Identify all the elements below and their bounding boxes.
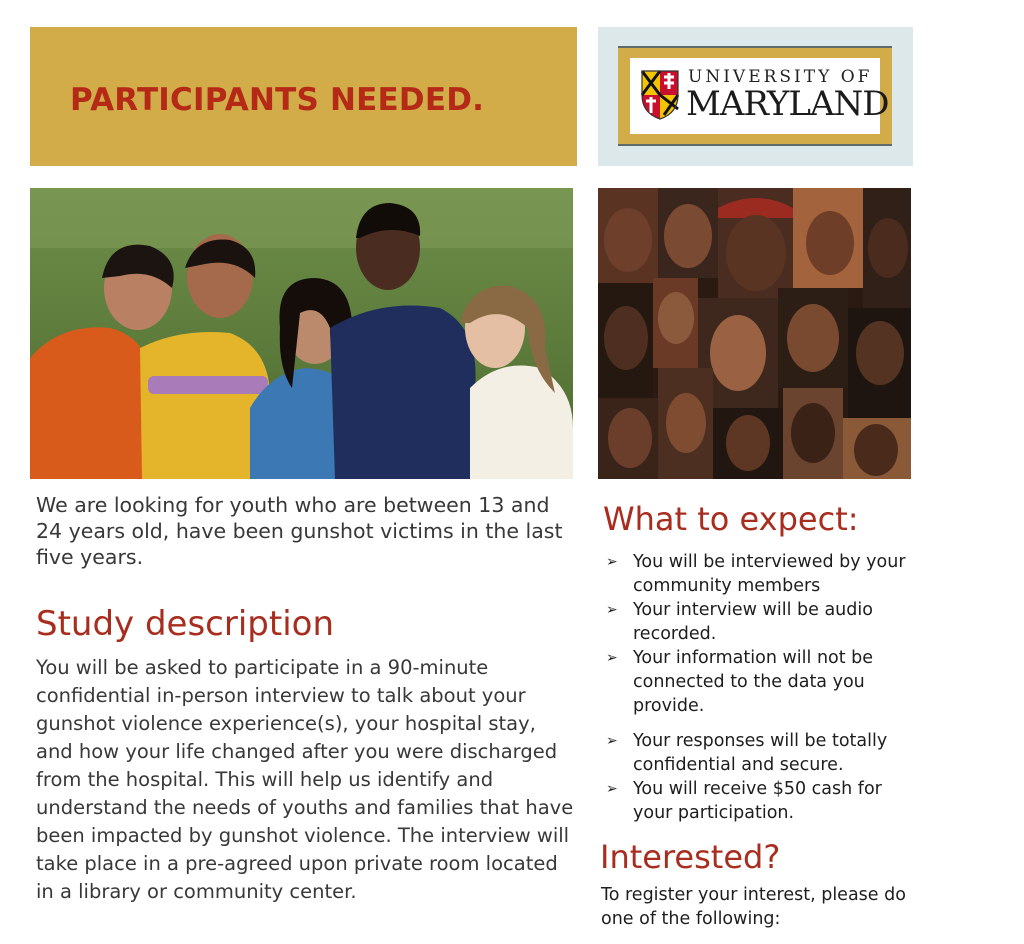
- title-banner: [30, 27, 577, 166]
- interested-heading: Interested?: [600, 838, 781, 876]
- logo-panel: [598, 27, 913, 166]
- faces-collage-photo: [598, 188, 911, 479]
- arrow-bullet-icon: ➢: [606, 781, 618, 797]
- maryland-seal-icon: [638, 69, 682, 121]
- intro-text: We are looking for youth who are between 13 and 24 years old, have been gunshot victims in the last five years.: [36, 493, 563, 569]
- expect-list: [606, 550, 926, 825]
- university-logo: [618, 46, 892, 146]
- expect-item: ➢ You will be interviewed by your community members: [606, 552, 906, 596]
- register-text: To register your interest, please do one of the following:: [601, 885, 906, 929]
- logo-university-of: UNIVERSITY OF: [688, 67, 873, 87]
- arrow-bullet-icon: ➢: [606, 602, 618, 618]
- expect-item: ➢ Your responses will be totally confidential and secure.: [606, 731, 888, 775]
- what-to-expect-heading: What to expect:: [603, 500, 859, 538]
- logo-maryland: MARYLAND: [686, 84, 889, 124]
- arrow-bullet-icon: ➢: [606, 650, 618, 666]
- page-title: PARTICIPANTS NEEDED.: [70, 82, 485, 118]
- expect-item: ➢ You will receive $50 cash for your participation.: [606, 779, 882, 823]
- expect-item: ➢ Your interview will be audio recorded.: [606, 600, 873, 644]
- expect-item: ➢ Your information will not be connected to the data you provide.: [606, 648, 874, 716]
- logo-plate: [630, 58, 889, 134]
- study-description-heading: Study description: [36, 604, 335, 644]
- arrow-bullet-icon: ➢: [606, 554, 618, 570]
- study-description-text: You will be asked to participate in a 90-minute confidential in-person interview to talk about your gunshot violence experience(s), your hospital stay, and how your life changed after you were discharged from the hospital. This will help us identify and understand the needs of youths and families that have been impacted by gunshot violence. The interview will take place in a pre-agreed upon private room located in a library or community center.: [36, 656, 574, 903]
- group-of-youths-photo: [30, 188, 573, 479]
- arrow-bullet-icon: ➢: [606, 733, 618, 749]
